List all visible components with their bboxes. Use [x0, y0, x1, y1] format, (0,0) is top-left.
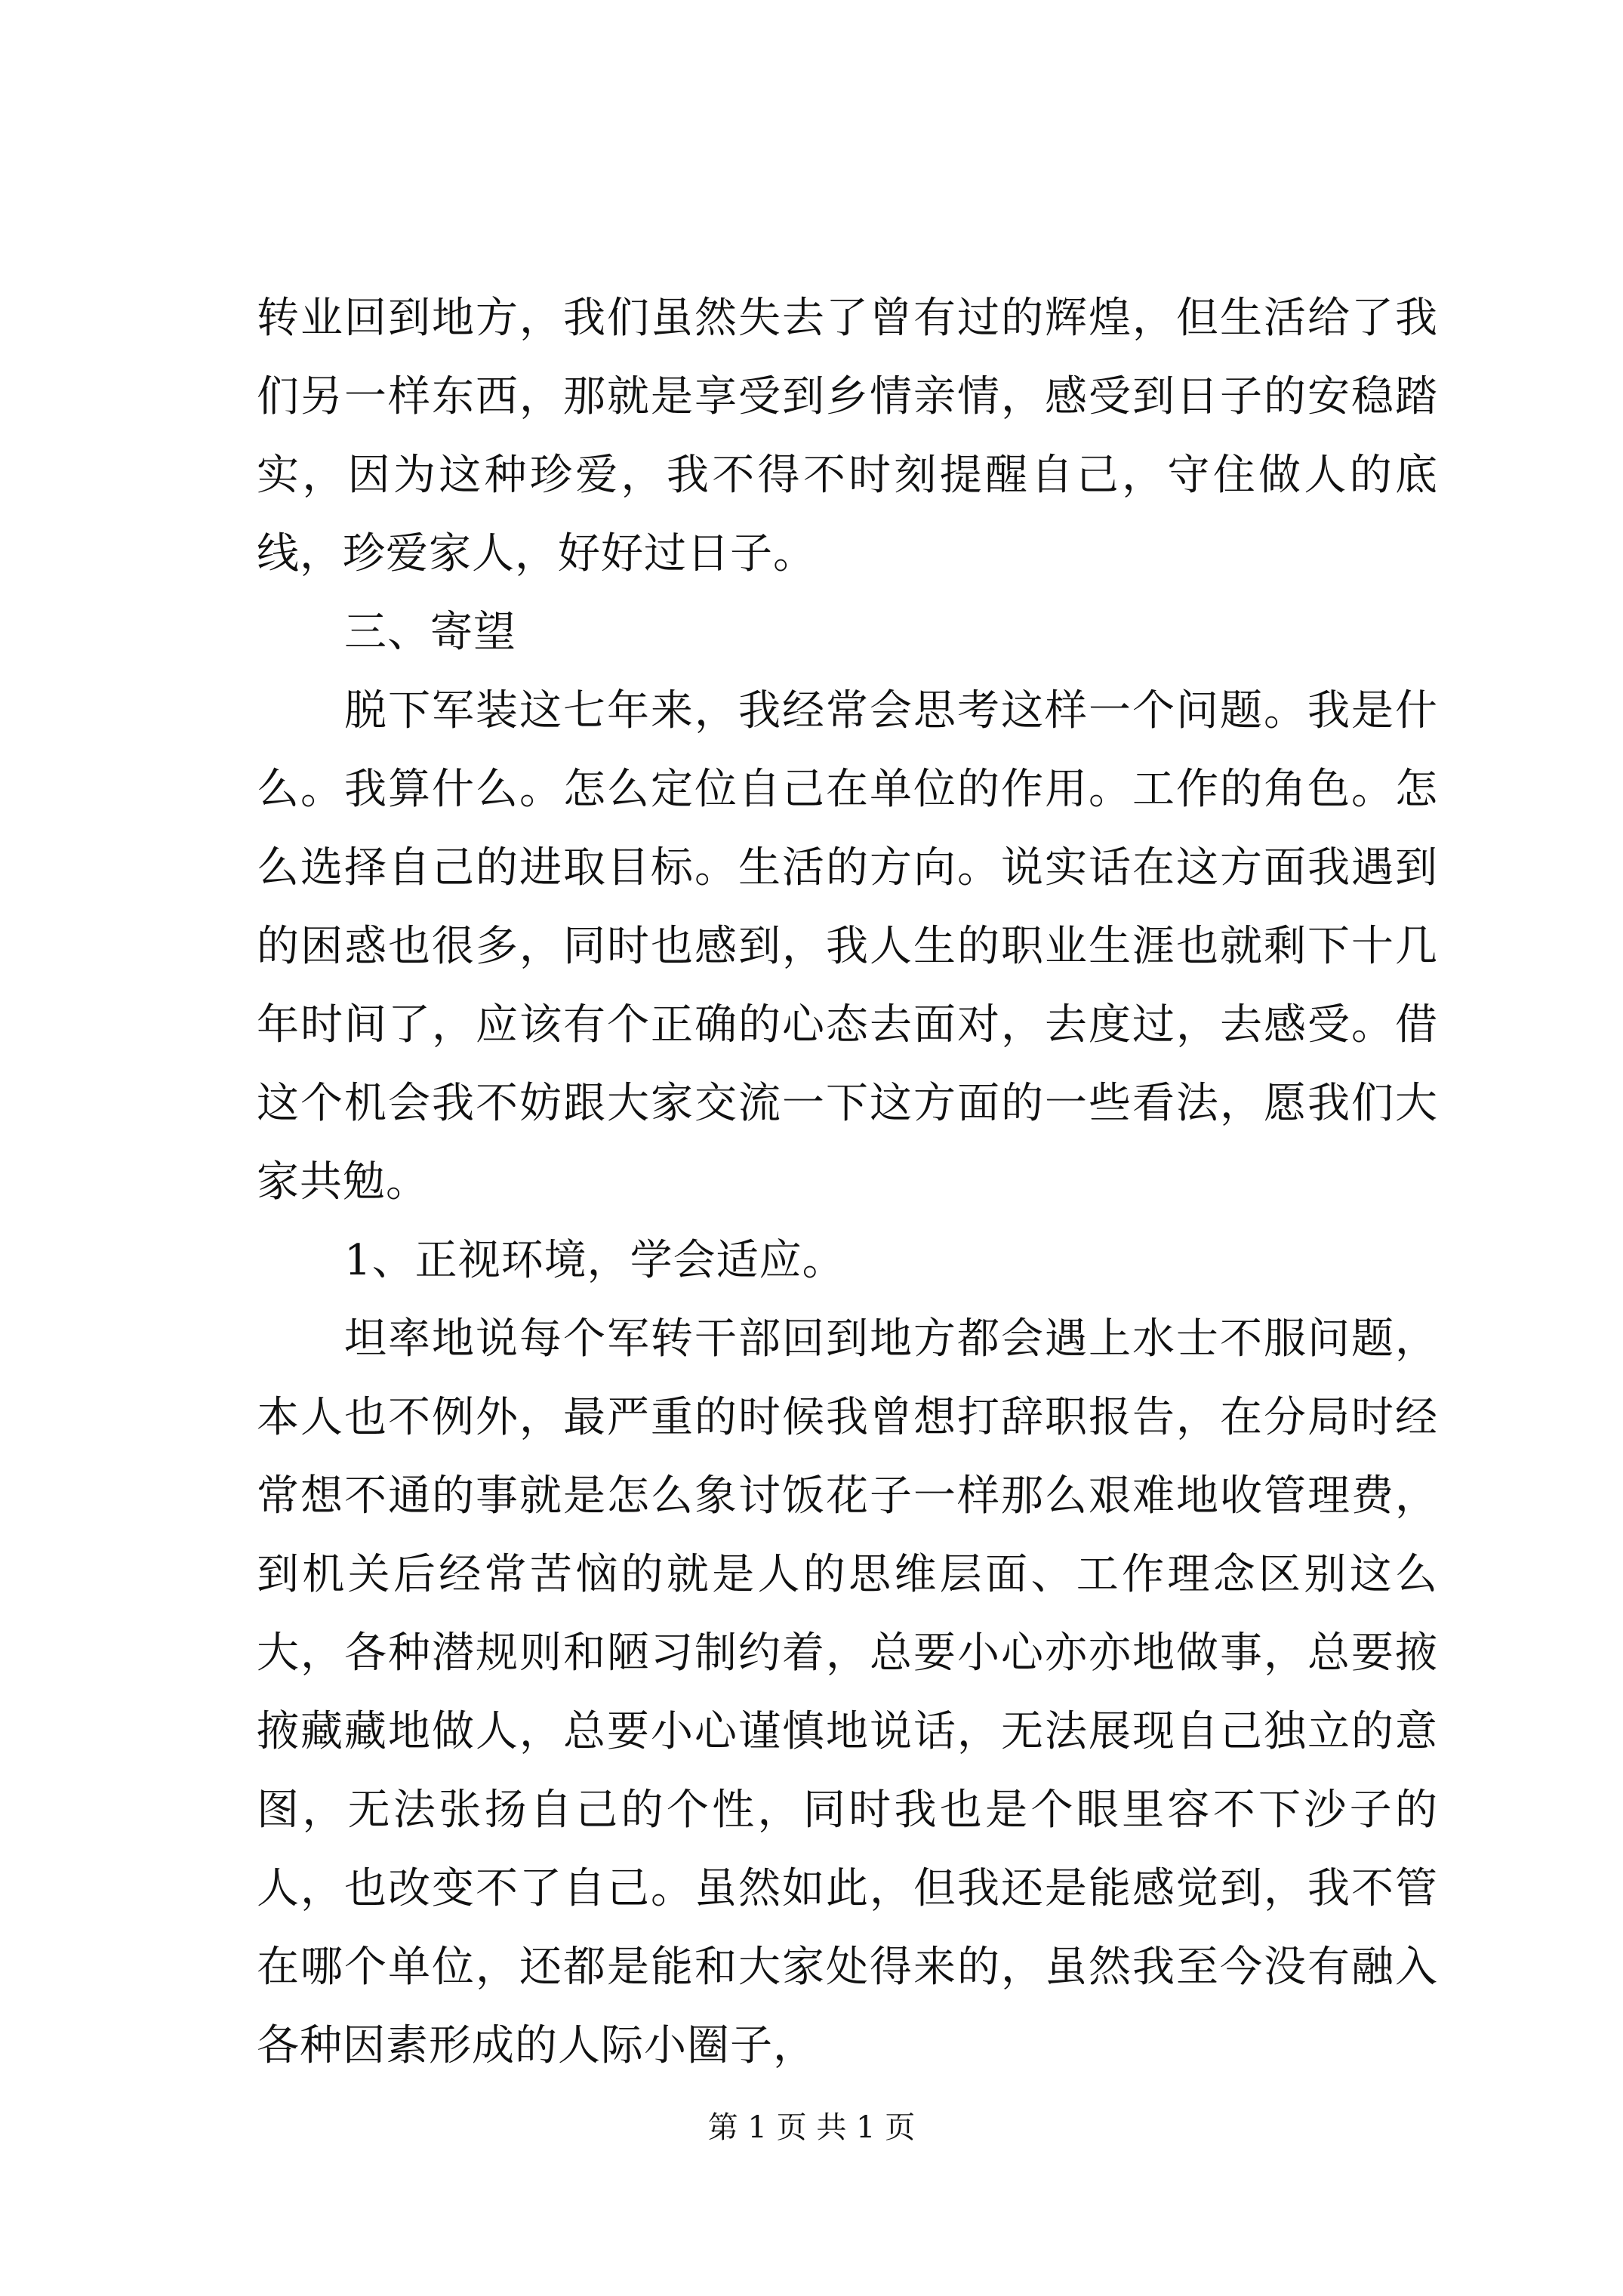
page-number-footer: 第 1 页 共 1 页	[707, 2110, 916, 2145]
body-text	[257, 279, 1438, 2085]
paragraph-continuation: 转业回到地方，我们虽然失去了曾有过的辉煌，但生活给了我们另一样东西，那就是享受到乡情亲情，感受到日子的安稳踏实，因为这种珍爱，我不得不时刻提醒自己，守住做人的底线，珍爱家人，好好过日子。	[257, 294, 1438, 578]
paragraph-reflection: 脱下军装这七年来，我经常会思考这样一个问题。我是什么。我算什么。怎么定位自己在单位的作用。工作的角色。怎么选择自己的进取目标。生活的方向。说实话在这方面我遇到的困惑也很多，同时也感到，我人生的职业生涯也就剩下十几年时间了，应该有个正确的心态去面对，去度过，去感受。借这个机会我不妨跟大家交流一下这方面的一些看法，愿我们大家共勉。	[257, 686, 1438, 1207]
paragraph-adapt: 坦率地说每个军转干部回到地方都会遇上水士不服问题，本人也不例外，最严重的时候我曾想打辞职报告，在分局时经常想不通的事就是怎么象讨饭花子一样那么艰难地收管理费，到机关后经常苦恼的就是人的思维层面、工作理念区别这么大，各种潜规则和陋习制约着，总要小心亦亦地做事，总要掖掖藏藏地做人，总要小心谨慎地说话，无法展现自己独立的意图，无法张扬自己的个性，同时我也是个眼里容不下沙子的人，也改变不了自己。虽然如此，但我还是能感觉到，我不管在哪个单位，还都是能和大家处得来的，虽然我至今没有融入各种因素形成的人际小圈子，	[257, 1314, 1438, 2070]
subheading-adapt: 1、正视环境，学会适应。	[344, 1236, 845, 1285]
section-heading-jiwang: 三、寄望	[344, 608, 516, 657]
